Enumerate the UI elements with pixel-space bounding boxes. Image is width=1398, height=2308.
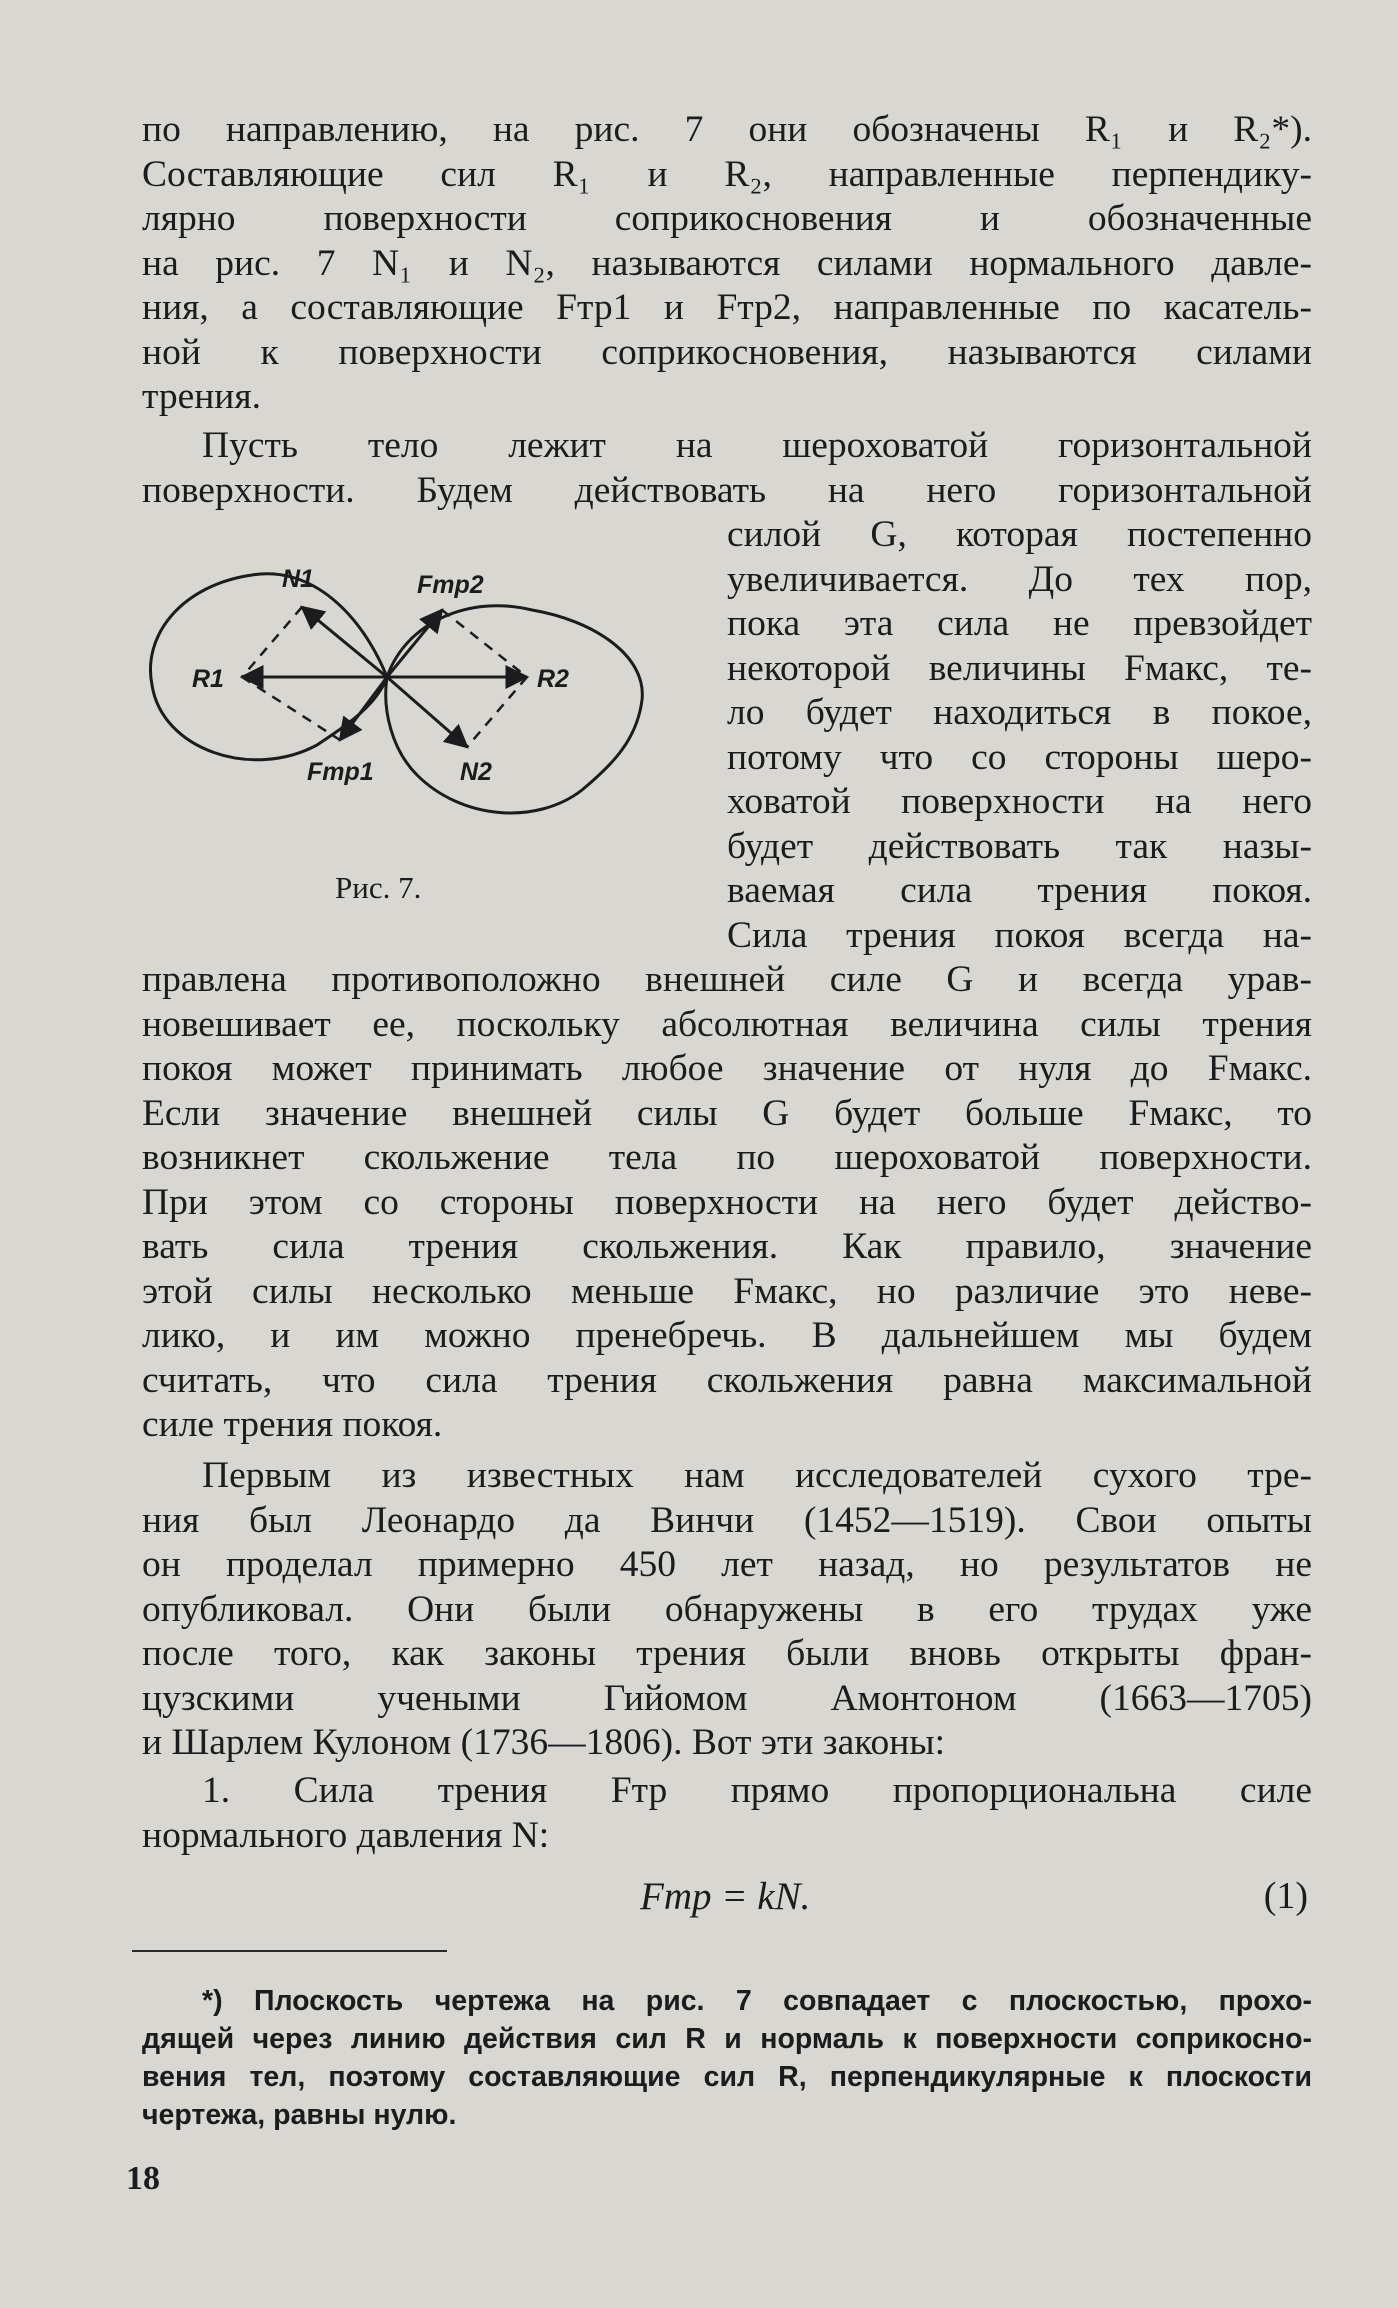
- footnote-line: вения тел, поэтому составляющие сил R, перпендикулярные к плоскости: [142, 2061, 1312, 2093]
- text-line: считать, что сила трения скольжения равна максимальной: [142, 1359, 1312, 1401]
- text-line: правлена противоположно внешней силе G и всегда урав-: [142, 959, 1312, 1000]
- text-line: опубликовал. Они были обнаружены в его трудах уже: [142, 1588, 1312, 1630]
- text-line: увеличивается. До тех пор,: [727, 558, 1312, 600]
- text-line: потому что со стороны шеро-: [727, 736, 1312, 778]
- text-line: по направлению, на рис. 7 они обозначены R₁ и R₂*).: [142, 109, 1312, 150]
- text-line: силе трения покоя.: [142, 1404, 443, 1445]
- text-line: новешивает ее, поскольку абсолютная величина силы трения: [142, 1003, 1312, 1045]
- text-line: некоторой величины Fмакс, те-: [727, 647, 1312, 689]
- formula-1: Fтр = kN.: [640, 1875, 811, 1918]
- text-line: Пусть тело лежит на шероховатой горизонтальной: [202, 425, 1312, 466]
- text-line: ния, а составляющие Fтр1 и Fтр2, направленные по касатель-: [142, 287, 1312, 328]
- text-line: силой G, которая постепенно: [727, 514, 1312, 555]
- paragraph-3: [142, 1454, 1312, 1766]
- text-line: ховатой поверхности на него: [727, 781, 1312, 822]
- text-line: Сила трения покоя всегда на-: [727, 914, 1312, 956]
- footnote: [142, 1982, 1312, 2134]
- text-line: этой силы несколько меньше Fмакс, но различие это неве-: [142, 1270, 1312, 1312]
- text-line: лярно поверхности соприкосновения и обозначенные: [142, 198, 1312, 239]
- text-line: ния был Леонардо да Винчи (1452—1519). Свои опыты: [142, 1499, 1312, 1541]
- label-n2: N2: [460, 758, 492, 786]
- footnote-rule: [132, 1950, 447, 1952]
- text-line: покоя может принимать любое значение от нуля до Fмакс.: [142, 1048, 1312, 1089]
- text-line: ваемая сила трения покоя.: [727, 870, 1312, 911]
- text-line: возникнет скольжение тела по шероховатой поверхности.: [142, 1137, 1312, 1178]
- footnote-line: дящей через линию действия сил R и нормаль к поверхности соприкосно-: [142, 2023, 1312, 2055]
- footnote-line: *) Плоскость чертежа на рис. 7 совпадает с плоскостью, прохо-: [202, 1985, 1312, 2017]
- footnote-line: чертежа, равны нулю.: [142, 2099, 457, 2131]
- text-line: Если значение внешней силы G будет больше Fмакс, то: [142, 1092, 1312, 1134]
- text-line: ной к поверхности соприкосновения, называются силами: [142, 331, 1312, 373]
- label-fr2: Fтр2: [417, 571, 484, 599]
- label-r1: R1: [192, 665, 224, 693]
- text-line: нормального давления N:: [142, 1814, 550, 1856]
- text-line: 1. Сила трения Fтр прямо пропорциональна силе: [202, 1770, 1312, 1811]
- left-body-outline: [150, 574, 387, 760]
- text-line: будет действовать так назы-: [727, 825, 1312, 867]
- label-fr1: Fтр1: [307, 758, 374, 786]
- text-line: трения.: [142, 376, 262, 417]
- text-line: ло будет находиться в покое,: [727, 692, 1312, 733]
- paragraph-2-full: [142, 424, 1312, 513]
- text-line: Первым из известных нам исследователей сухого тре-: [202, 1455, 1312, 1496]
- text-line: на рис. 7 N₁ и N₂, называются силами нормального давле-: [142, 242, 1312, 284]
- arrow-n2: [387, 677, 467, 747]
- text-line: после того, как законы трения были вновь открыты фран-: [142, 1633, 1312, 1674]
- paragraph-2-rest: [142, 958, 1312, 1448]
- law-1: [142, 1769, 1312, 1858]
- text-line: лико, и им можно пренебречь. В дальнейшем мы будем: [142, 1315, 1312, 1356]
- text-line: Составляющие сил R₁ и R₂, направленные перпендику-: [142, 153, 1312, 195]
- figure-caption: Рис. 7.: [335, 870, 422, 905]
- page-number: 18: [126, 2160, 160, 2197]
- arrow-fr1: [340, 677, 387, 740]
- text-line: он проделал примерно 450 лет назад, но результатов не: [142, 1544, 1312, 1585]
- label-n1: N1: [282, 565, 314, 593]
- text-line: вать сила трения скольжения. Как правило, значение: [142, 1226, 1312, 1267]
- equation-number: (1): [1263, 1875, 1308, 1917]
- text-line: поверхности. Будем действовать на него горизонтальной: [142, 469, 1312, 511]
- label-r2: R2: [537, 665, 569, 693]
- text-line: и Шарлем Кулоном (1736—1806). Вот эти законы:: [142, 1722, 945, 1763]
- text-line: При этом со стороны поверхности на него будет действо-: [142, 1181, 1312, 1223]
- text-line: пока эта сила не превзойдет: [727, 603, 1312, 644]
- paragraph-1: [142, 108, 1312, 420]
- paragraph-2-narrow: [727, 513, 1312, 958]
- figure-7-diagram: [142, 535, 662, 835]
- arrow-fr2: [387, 610, 442, 677]
- arrow-n1: [302, 607, 387, 677]
- text-line: цузскими учеными Гийомом Амонтоном (1663—1705): [142, 1677, 1312, 1719]
